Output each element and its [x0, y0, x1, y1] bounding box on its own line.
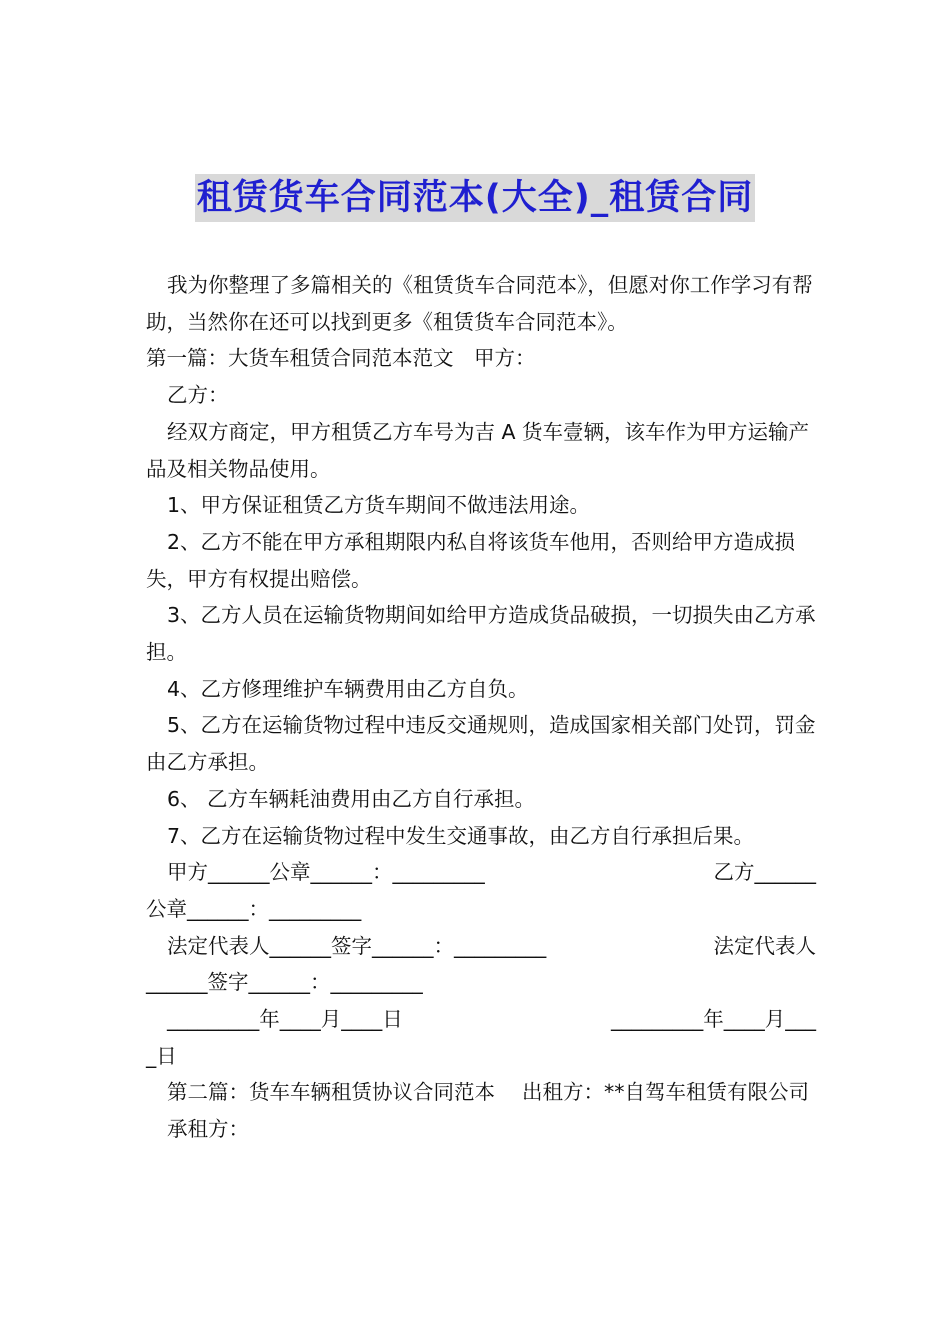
- representative-b: 法定代表人: [713, 933, 816, 958]
- term-1: 1、甲方保证租赁乙方货车期间不做违法用途。: [167, 493, 591, 518]
- section2-heading: 第二篇：货车车辆租赁协议合同范本 出租方：**自驾车租赁有限公司: [167, 1080, 810, 1105]
- date-b: _________年____月___: [611, 1007, 816, 1032]
- document-body: [146, 267, 816, 1148]
- section1-heading: 第一篇：大货车租赁合同范本范文 甲方：: [146, 346, 536, 371]
- document-title: [0, 174, 950, 222]
- term-4: 4、乙方修理维护车辆费用由乙方自负。: [167, 676, 529, 701]
- lessee-line: 承租方：: [167, 1117, 249, 1142]
- term-7: 7、乙方在运输货物过程中发生交通事故，由乙方自行承担后果。: [167, 823, 755, 848]
- representative-a: 法定代表人______签字______：_________: [167, 933, 547, 958]
- signature-row: [146, 854, 816, 891]
- intro-paragraph: 我为你整理了多篇相关的《租赁货车合同范本》，但愿对你工作学习有帮助，当然你在还可以找到更多《租赁货车合同范本》。: [146, 273, 813, 334]
- signature-party-b: 乙方______: [713, 860, 816, 885]
- term-2: 2、乙方不能在甲方承租期限内私自将该货车他用，否则给甲方造成损失，甲方有权提出赔偿。: [146, 529, 796, 591]
- party-b-line: 乙方：: [167, 383, 229, 408]
- date-a: _________年____月____日: [167, 1007, 403, 1032]
- representative-row: [146, 928, 816, 965]
- title-text: 租赁货车合同范本(大全)_租赁合同: [195, 174, 756, 222]
- representative-b-cont: ______签字______：_________: [146, 970, 423, 995]
- term-5: 5、乙方在运输货物过程中违反交通规则，造成国家相关部门处罚，罚金由乙方承担。: [146, 713, 816, 775]
- signature-party-b-cont: 公章______：_________: [146, 896, 362, 921]
- date-b-cont: _日: [146, 1043, 177, 1068]
- date-row: [146, 1001, 816, 1038]
- term-6: 6、 乙方车辆耗油费用由乙方自行承担。: [167, 786, 536, 811]
- term-3: 3、乙方人员在运输货物期间如给甲方造成货品破损，一切损失由乙方承担。: [146, 603, 816, 665]
- agreement-paragraph: 经双方商定，甲方租赁乙方车号为吉 A 货车壹辆，该车作为甲方运输产品及相关物品使用。: [146, 419, 810, 481]
- signature-party-a: 甲方______公章______：_________: [167, 860, 485, 885]
